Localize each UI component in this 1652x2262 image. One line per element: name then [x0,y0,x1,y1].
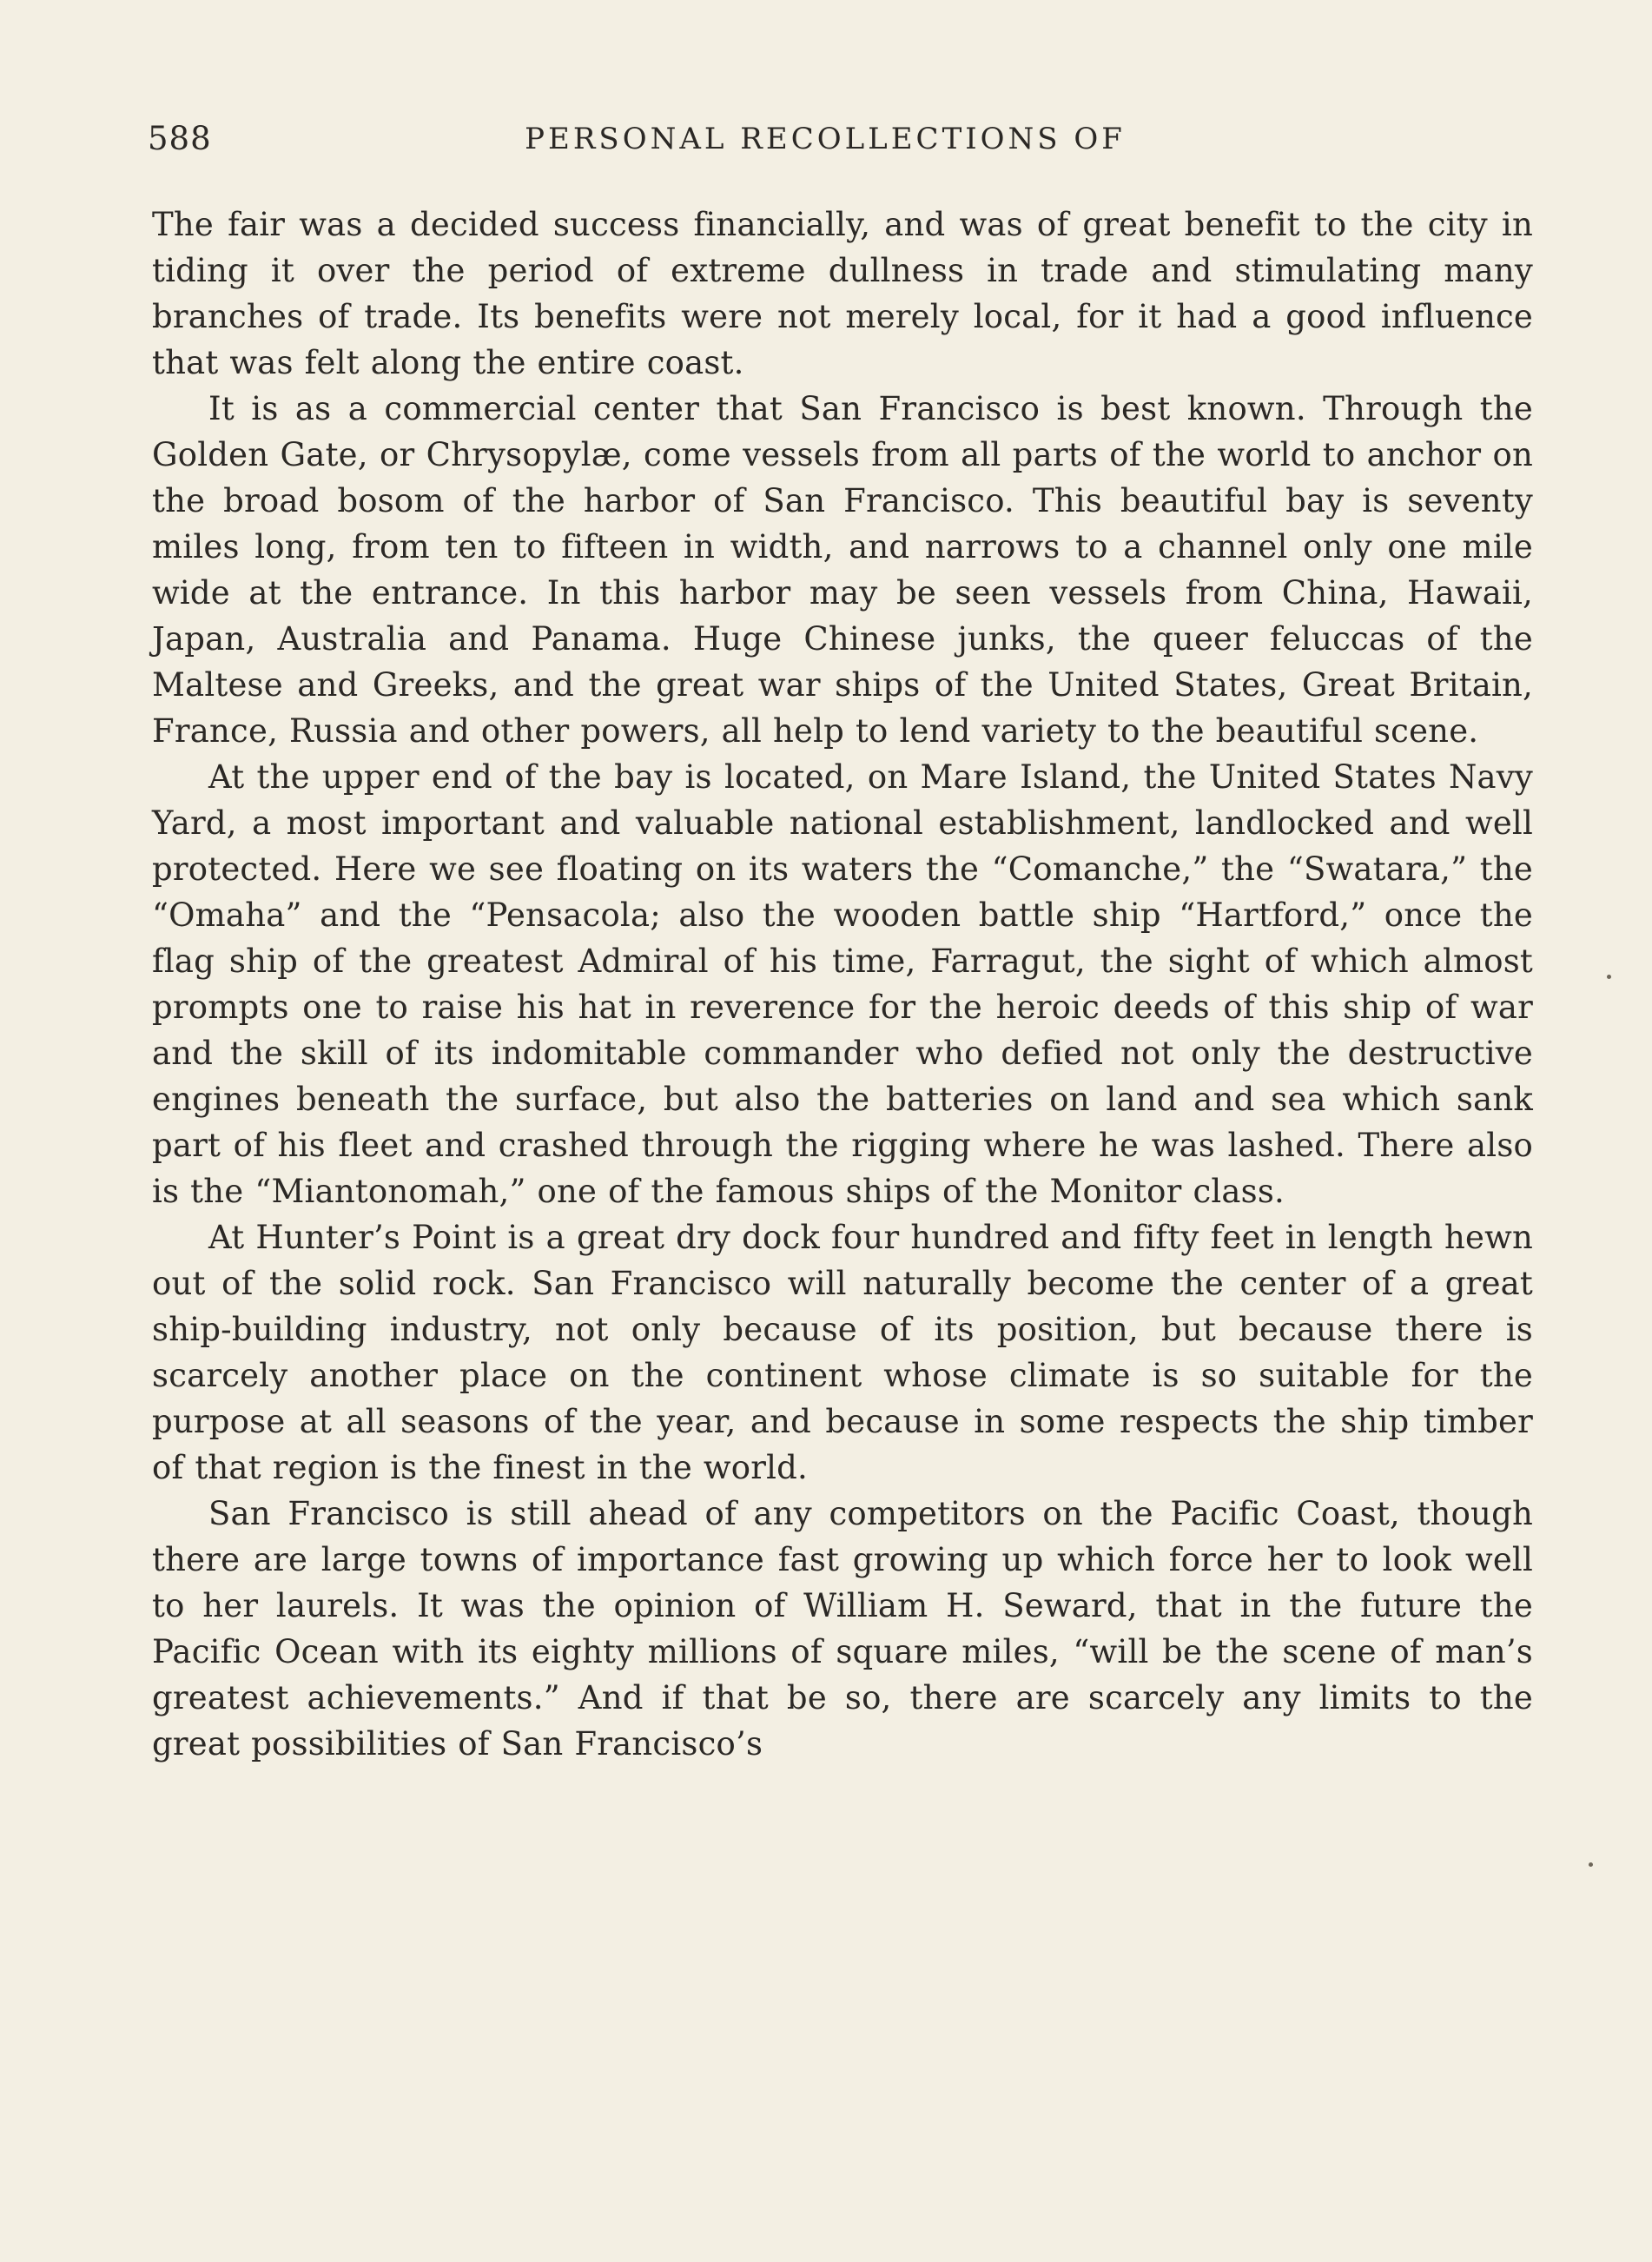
paper-speck [1607,975,1611,979]
page-number: 588 [148,120,212,157]
running-head: PERSONAL RECOLLECTIONS OF [525,122,1126,156]
paragraph-navy-yard: At the upper end of the bay is located, on Mare Island, the United States Navy Yard, a most important and valuable national establishment, landlocked and well protected. Here we see floating on its waters the “Comanche,” the “Swatara,” the “Omaha” and the “Pensacola; also the wooden battle ship “Hartford,” once the flag ship of the greatest Admiral of his time, Farragut, the sight of which almost prompts one to raise his hat in reverence for the heroic deeds of this ship of war and the skill of its indomitable commander who defied not only the destructive engines beneath the surface, but also the batteries on land and sea which sank part of his fleet and crashed through the rigging where he was lashed. There also is the “Miantonomah,” one of the famous ships of the Monitor class. [152,758,1533,1210]
paragraph-commercial-center: It is as a commercial center that San Francisco is best known. Through the Golden Gate, or Chrysopylæ, come vessels from all parts of the world to anchor on the broad bosom of the harbor of San Francisco. This beautiful bay is seventy miles long, from ten to fifteen in width, and narrows to a channel only one mile wide at the entrance. In this harbor may be seen vessels from China, Hawaii, Japan, Australia and Panama. Huge Chinese junks, the queer feluccas of the Maltese and Greeks, and the great war ships of the United States, Great Britain, France, Russia and other powers, all help to lend variety to the beautiful scene. [152,390,1533,750]
paragraph-fair: The fair was a decided success financially, and was of great benefit to the city in tiding it over the period of extreme dullness in trade and stimulating many branches of trade. Its benefits were not merely local, for it had a good influence that was felt along the entire coast. [152,206,1533,381]
paragraph-hunters-point: At Hunter’s Point is a great dry dock four hundred and fifty feet in length hewn out of the solid rock. San Francisco will naturally become the center of a great ship-building industry, not only because of its position, but because there is scarcely another place on the continent whose climate is so suitable for the purpose at all seasons of the year, and because in some respects the ship timber of that region is the finest in the world. [152,1219,1533,1486]
paper-speck [1589,1862,1593,1867]
paragraph-pacific-coast: San Francisco is still ahead of any competitors on the Pacific Coast, though there are large towns of importance fast growing up which force her to look well to her laurels. It was the opinion of William H. Seward, that in the future the Pacific Ocean with its eighty millions of square miles, “will be the scene of man’s greatest achievements.” And if that be so, there are scarcely any limits to the great possibilities of San Francisco’s [152,1495,1533,1763]
page-header [148,115,1503,167]
body-text [152,202,1533,1767]
